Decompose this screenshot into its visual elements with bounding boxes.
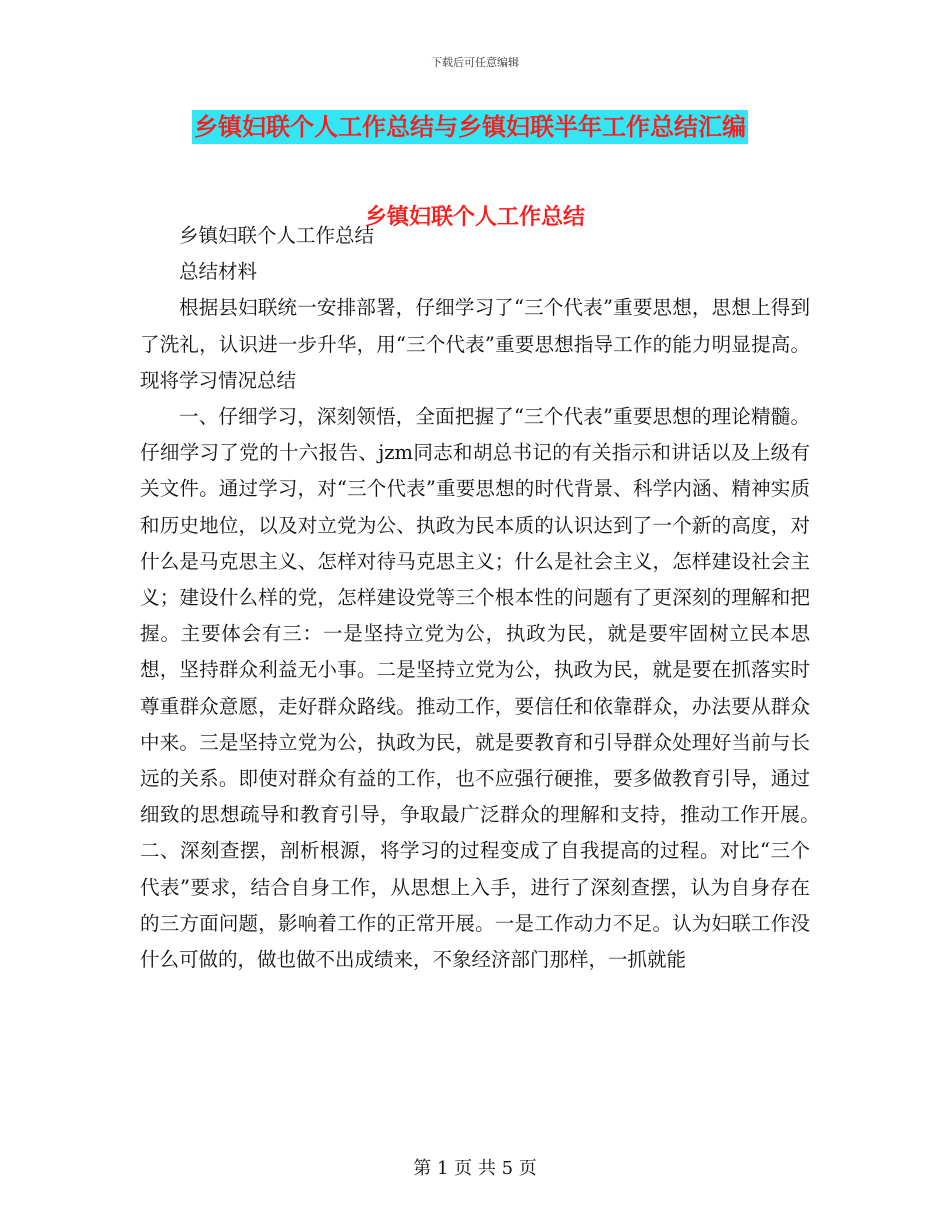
document-main-title: 乡镇妇联个人工作总结与乡镇妇联半年工作总结汇编 xyxy=(192,110,748,144)
body-paragraph: 根据县妇联统一安排部署，仔细学习了“三个代表”重要思想，思想上得到了洗礼，认识进一步升华，用“三个代表”重要思想指导工作的能力明显提高。现将学习情况总结 xyxy=(140,296,810,392)
page-footer: 第 1 页 共 5 页 xyxy=(413,1158,537,1179)
body-paragraph: 一、仔细学习，深刻领悟，全面把握了“三个代表”重要思想的理论精髓。仔细学习了党的十六报告、jzm同志和胡总书记的有关指示和讲话以及上级有关文件。通过学习，对“三个代表”重要思想的时代背景、科学内涵、精神实质和历史地位，以及对立党为公、执政为民本质的认识达到了一个新的高度，对什么是马克思主义、怎样对待马克思主义；什么是社会主义，怎样建设社会主义；建设什么样的党，怎样建设党等三个根本性的问题有了更深刻的理解和把握。主要体会有三：一是坚持立党为公，执政为民，就是要牢固树立民本思想，坚持群众利益无小事。二是坚持立党为公，执政为民，就是要在抓落实时尊重群众意愿，走好群众路线。推动工作，要信任和依靠群众，办法要从群众中来。三是坚持立党为公，执政为民，就是要教育和引导群众处理好当前与长远的关系。即使对群众有益的工作，也不应强行硬推，要多做教育引导，通过细致的思想疏导和教育引导，争取最广泛群众的理解和支持，推动工作开展。 二、深刻查摆，剖析根源，将学习的过程变成了自我提高的过程。对比“三个代表”要求，结合自身工作，从思想上入手，进行了深刻查摆，认为自身存在的三方面问题，影响着工作的正常开展。一是工作动力不足。认为妇联工作没什么可做的，做也做不出成绩来，不象经济部门那样，一抓就能 xyxy=(140,405,908,972)
body-paragraph: 总结材料 xyxy=(179,260,258,284)
page-header-note: 下载后可任意编辑 xyxy=(431,56,519,69)
section-title: 乡镇妇联个人工作总结 xyxy=(364,205,585,230)
body-paragraph: 乡镇妇联个人工作总结 xyxy=(179,224,375,247)
document-body xyxy=(140,218,908,978)
